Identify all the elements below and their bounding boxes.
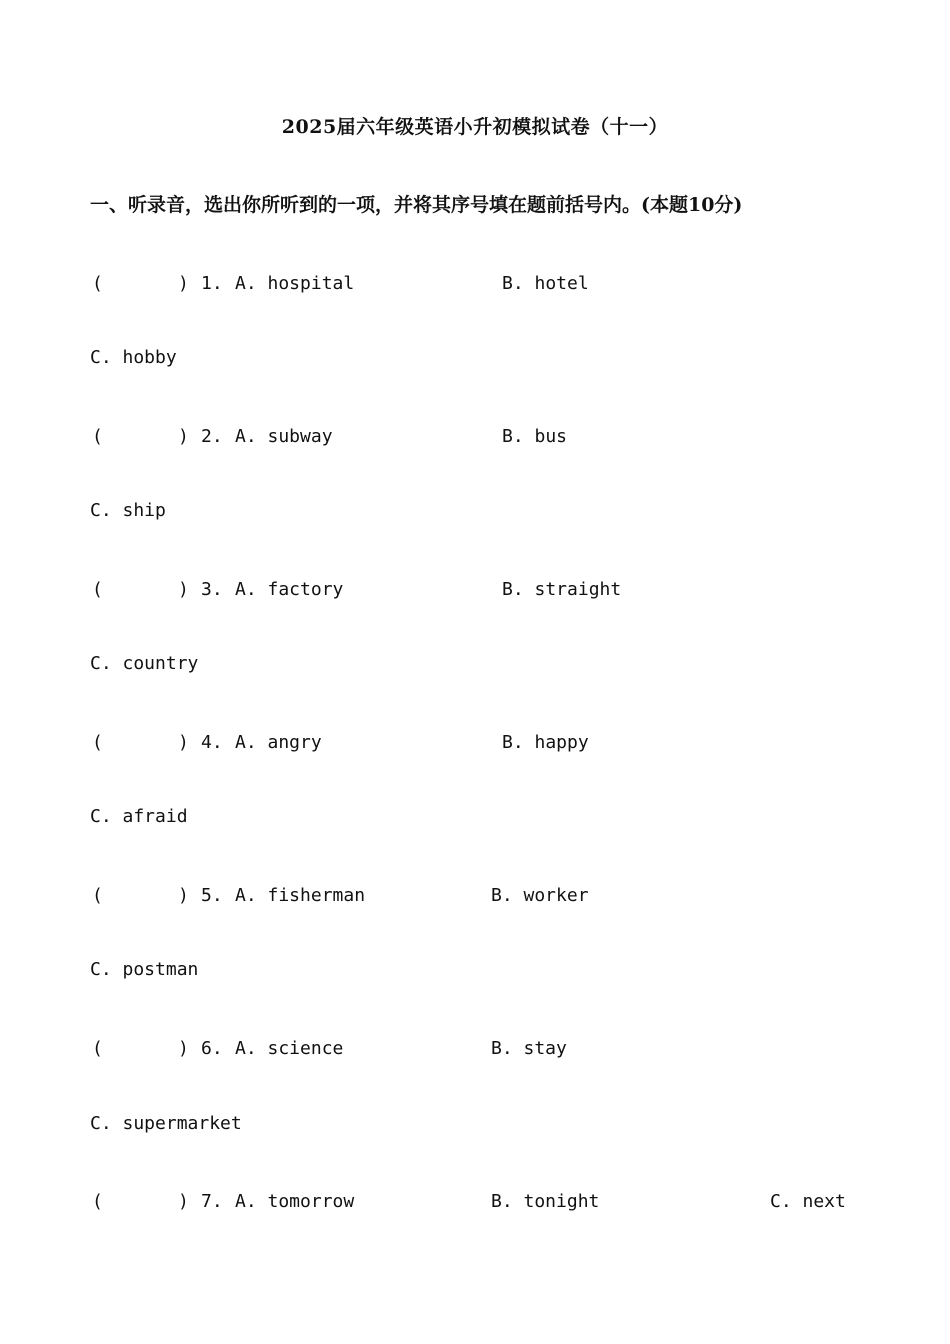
option-b: B. bus [502,426,568,447]
option-b: B. stay [491,1038,567,1059]
question-number: 4. [201,732,223,753]
option-a: A. angry [235,732,322,753]
section-heading: 一、听录音，选出你所听到的一项，并将其序号填在题前括号内。(本题10分) [90,194,743,216]
option-a: A. hospital [235,273,355,294]
question-row [0,729,950,757]
option-c-row [0,497,950,525]
answer-bracket-open: ( [92,273,103,294]
answer-bracket-open: ( [92,1191,103,1212]
option-c: C. hobby [90,347,177,368]
option-c-row [0,1110,950,1138]
option-a: A. fisherman [235,885,366,906]
option-a: A. tomorrow [235,1191,355,1212]
question-number: 5. [201,885,223,906]
option-c-row [0,803,950,831]
option-c: C. country [90,653,199,674]
option-c: C. ship [90,500,166,521]
option-c-row [0,344,950,372]
option-c: C. next [770,1191,846,1212]
answer-bracket-open: ( [92,579,103,600]
option-b: B. happy [502,732,589,753]
option-c-row [0,650,950,678]
option-b: B. hotel [502,273,589,294]
option-c-row [0,956,950,984]
question-row [0,1188,950,1216]
question-row [0,576,950,604]
answer-bracket-open: ( [92,885,103,906]
answer-bracket-close: ) [178,273,189,294]
option-b: B. straight [502,579,622,600]
option-a: A. factory [235,579,344,600]
answer-bracket-close: ) [178,1191,189,1212]
answer-bracket-open: ( [92,426,103,447]
answer-bracket-close: ) [178,885,189,906]
page-title: 2025届六年级英语小升初模拟试卷（十一） [281,116,669,138]
option-b: B. worker [491,885,589,906]
question-row [0,423,950,451]
option-c: C. supermarket [90,1113,242,1134]
question-number: 2. [201,426,223,447]
question-number: 1. [201,273,223,294]
option-c: C. postman [90,959,199,980]
question-number: 7. [201,1191,223,1212]
answer-bracket-close: ) [178,426,189,447]
question-row [0,882,950,910]
answer-bracket-close: ) [178,732,189,753]
answer-bracket-close: ) [178,1038,189,1059]
answer-bracket-open: ( [92,732,103,753]
answer-bracket-open: ( [92,1038,103,1059]
option-b: B. tonight [491,1191,600,1212]
answer-bracket-close: ) [178,579,189,600]
option-a: A. science [235,1038,344,1059]
question-row [0,270,950,298]
option-c: C. afraid [90,806,188,827]
question-number: 6. [201,1038,223,1059]
question-row [0,1035,950,1063]
question-number: 3. [201,579,223,600]
option-a: A. subway [235,426,333,447]
